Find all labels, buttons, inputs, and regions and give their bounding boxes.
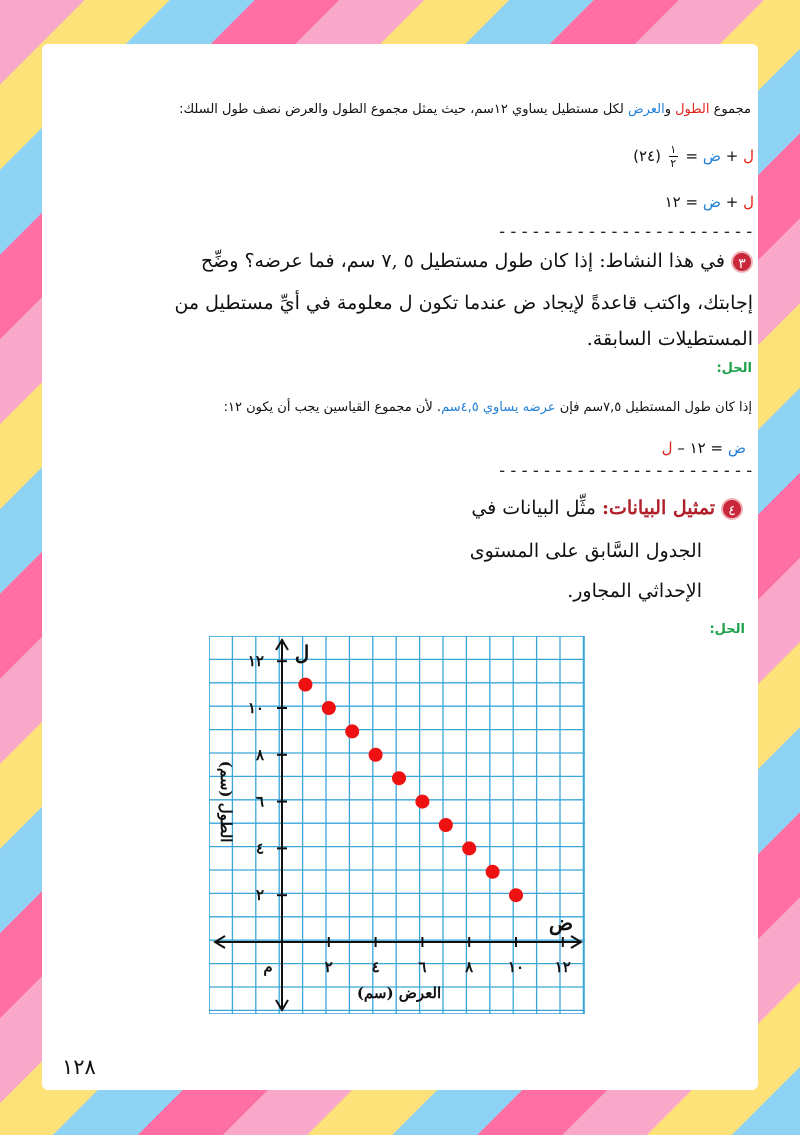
data-point — [298, 678, 312, 692]
q4-title: تمثيل البيانات: — [601, 497, 715, 519]
q4-line-2: الجدول السَّابق على المستوى — [469, 540, 702, 562]
q3-line-2: إجابتك، واكتب قاعدةً لإيجاد ض عندما تكون ل معلومة في أيِّ مستطيل من — [174, 292, 753, 314]
width-answer: عرضه يساوي ٤,٥سم — [441, 400, 556, 415]
q3-line-3: المستطيلات السابقة. — [586, 328, 753, 350]
x-axis-letter: ض — [548, 911, 574, 935]
scatter-chart — [209, 636, 585, 1014]
separator-1: ----------------------- — [497, 222, 756, 242]
q4-line-3: الإحداثي المجاور. — [567, 580, 702, 602]
data-point — [369, 748, 383, 762]
separator-2: ----------------------- — [497, 461, 756, 481]
page-number: ١٢٨ — [62, 1055, 96, 1079]
data-point — [392, 771, 406, 785]
x-tick-label: ١٢ — [554, 958, 571, 976]
x-tick-label: ١٠ — [507, 958, 525, 976]
x-tick-label: ٨ — [465, 958, 474, 976]
y-tick-label: ٨ — [255, 745, 264, 764]
question-number-badge: ٤ — [721, 498, 743, 520]
width-word: العرض — [627, 102, 665, 117]
q4-line-1: ٤تمثيل البيانات: مثِّل البيانات في — [471, 497, 743, 520]
y-tick-label: ١٠ — [247, 699, 264, 717]
data-point — [415, 795, 429, 809]
x-tick-label: ٦ — [418, 958, 427, 976]
y-tick-label: ٦ — [255, 792, 264, 811]
intro-text: مجموع الطول والعرض لكل مستطيل يساوي ١٢سم، حيث يمثل مجموع الطول والعرض نصف طول السلك: — [179, 102, 751, 117]
data-point — [322, 701, 336, 715]
length-word: الطول — [675, 102, 710, 117]
x-tick-label: ٢ — [324, 958, 333, 976]
x-axis-title: العرض (سم) — [356, 984, 442, 1002]
data-point — [345, 724, 359, 738]
equation-half-perimeter: ل + ض = $\frac{١}{٢}$ (٢٤) — [633, 143, 754, 170]
fraction-half: $\frac{١}{٢}$ — [670, 143, 677, 170]
data-point — [486, 865, 500, 879]
question-number-badge: ٣ — [731, 251, 753, 273]
equation-sum: ل + ض = ١٢ — [664, 193, 754, 211]
solution-label-2: الحل: — [709, 622, 745, 637]
y-axis-letter: ل — [294, 641, 310, 665]
x-tick-label: ٤ — [371, 958, 380, 976]
origin-label: م — [263, 958, 273, 976]
answer-3-text: إذا كان طول المستطيل ٧,٥سم فإن عرضه يساوي ٤,٥سم. لأن مجموع القياسين يجب أن يكون ١٢: — [223, 400, 752, 415]
rule-equation: ض = ١٢ – ل — [661, 439, 746, 457]
data-point — [462, 841, 476, 855]
q3-line-1: ٣في هذا النشاط: إذا كان طول مستطيل ٥ ,٧ سم، فما عرضه؟ وضِّح — [201, 250, 753, 273]
solution-label: الحل: — [716, 361, 752, 376]
data-point — [439, 818, 453, 832]
data-point — [509, 888, 523, 902]
y-axis-title: الطول (سم) — [217, 760, 235, 843]
y-tick-label: ٢ — [255, 886, 264, 905]
coordinate-plane — [209, 636, 585, 1018]
y-tick-label: ١٢ — [247, 652, 264, 671]
y-tick-label: ٤ — [255, 839, 264, 858]
